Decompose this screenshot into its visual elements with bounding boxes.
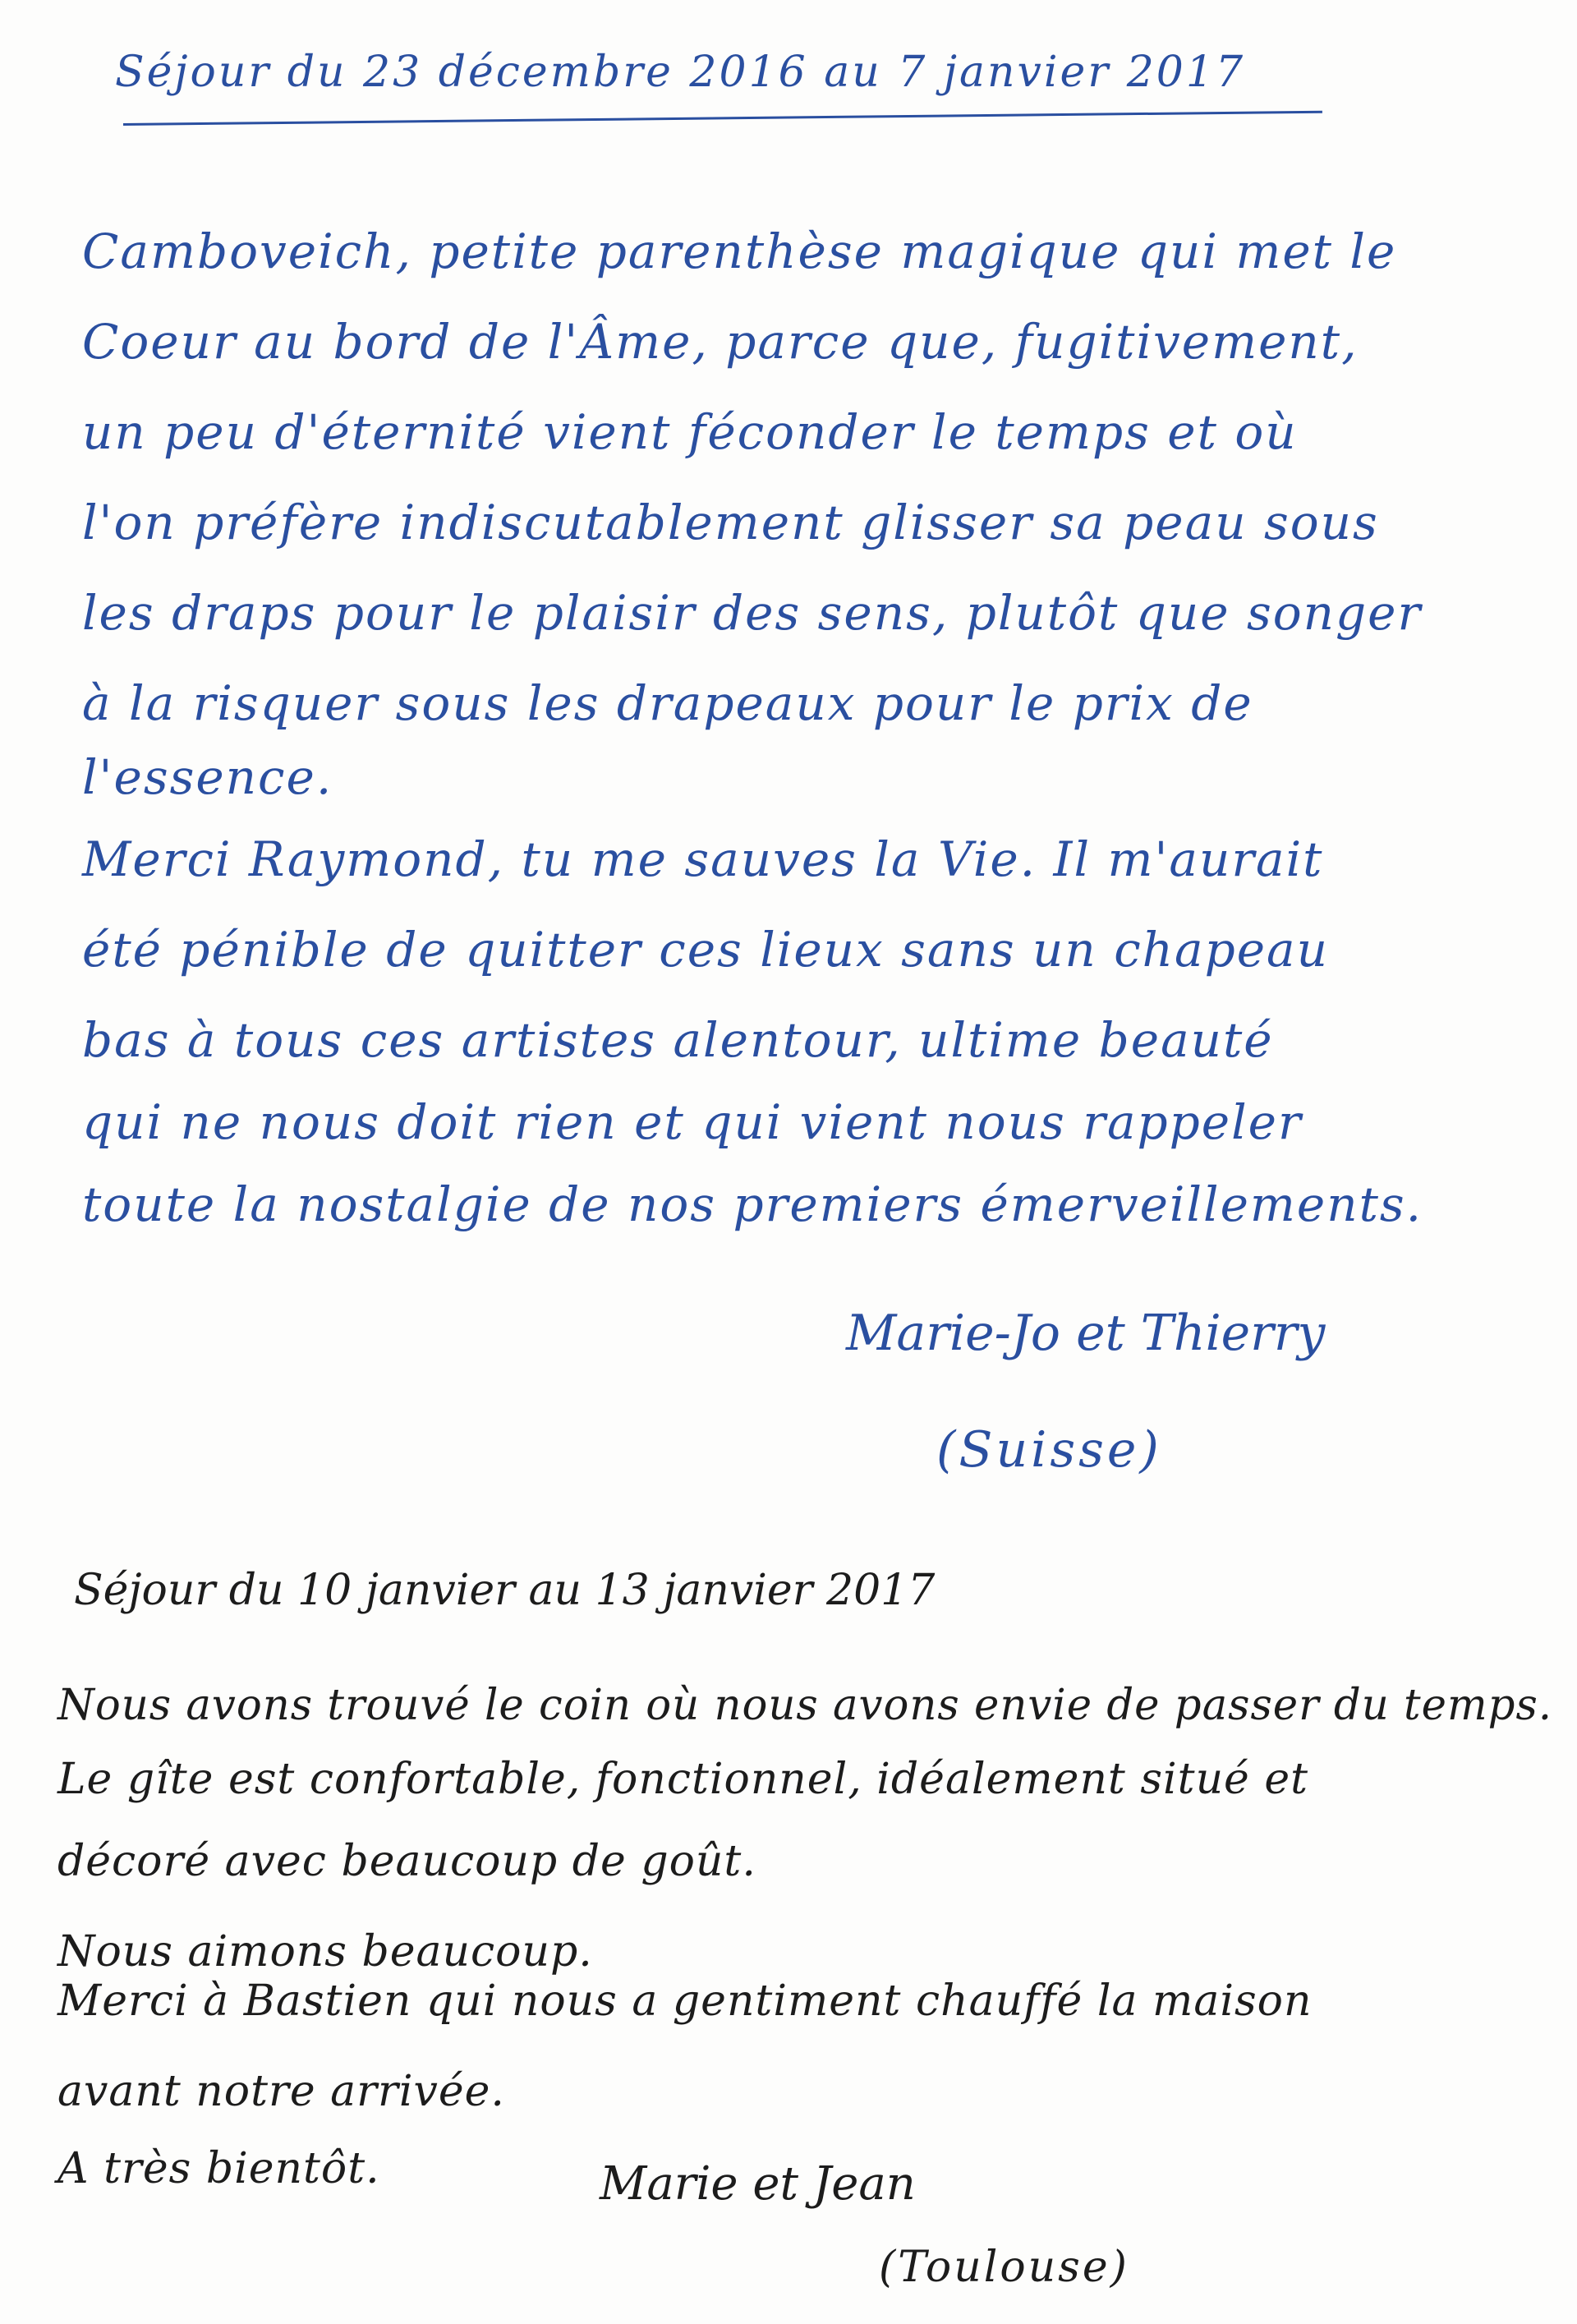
entry2-location: (Toulouse) (879, 2243, 1129, 2292)
entry2-title: Séjour du 10 janvier au 13 janvier 2017 (74, 1566, 936, 1615)
entry2-line: Le gîte est confortable, fonctionnel, idéalement situé et (57, 1755, 1309, 1804)
entry2-line: avant notre arrivée. (57, 2067, 505, 2116)
entry1-line: toute la nostalgie de nos premiers émerveillements. (82, 1176, 1423, 1232)
entry1-line: été pénible de quitter ces lieux sans un chapeau (82, 922, 1329, 978)
entry2-line: Nous aimons beaucoup. (57, 1927, 593, 1977)
entry1-line: qui ne nous doit rien et qui vient nous rappeler (82, 1094, 1303, 1150)
entry1-location: (Suisse) (936, 1421, 1162, 1479)
entry1-line: un peu d'éternité vient féconder le temps et où (82, 404, 1298, 460)
entry1-line: Camboveich, petite parenthèse magique qui met le (82, 223, 1397, 279)
entry1-line: l'essence. (82, 749, 333, 805)
entry2-line: Merci à Bastien qui nous a gentiment chauffé la maison (57, 1977, 1313, 2026)
entry2-signature: Marie et Jean (600, 2157, 916, 2211)
entry1-line: l'on préfère indiscutablement glisser sa peau sous (82, 495, 1379, 550)
entry2-line: Nous avons trouvé le coin où nous avons envie de passer du temps. (57, 1681, 1553, 1730)
entry1-signature: Marie-Jo et Thierry (846, 1305, 1326, 1362)
entry2-line: décoré avec beaucoup de goût. (57, 1837, 756, 1886)
entry1-line: à la risquer sous les drapeaux pour le prix de (82, 675, 1253, 731)
entry2-line: A très bientôt. (57, 2144, 380, 2193)
entry1-title: Séjour du 23 décembre 2016 au 7 janvier 2017 (115, 48, 1246, 97)
entry1-line: les draps pour le plaisir des sens, plutôt que songer (82, 585, 1423, 641)
entry1-line: bas à tous ces artistes alentour, ultime beauté (82, 1012, 1274, 1068)
entry1-title-underline (123, 111, 1322, 126)
entry1-line: Merci Raymond, tu me sauves la Vie. Il m'aurait (82, 831, 1324, 887)
entry1-line: Coeur au bord de l'Âme, parce que, fugitivement, (82, 314, 1359, 370)
